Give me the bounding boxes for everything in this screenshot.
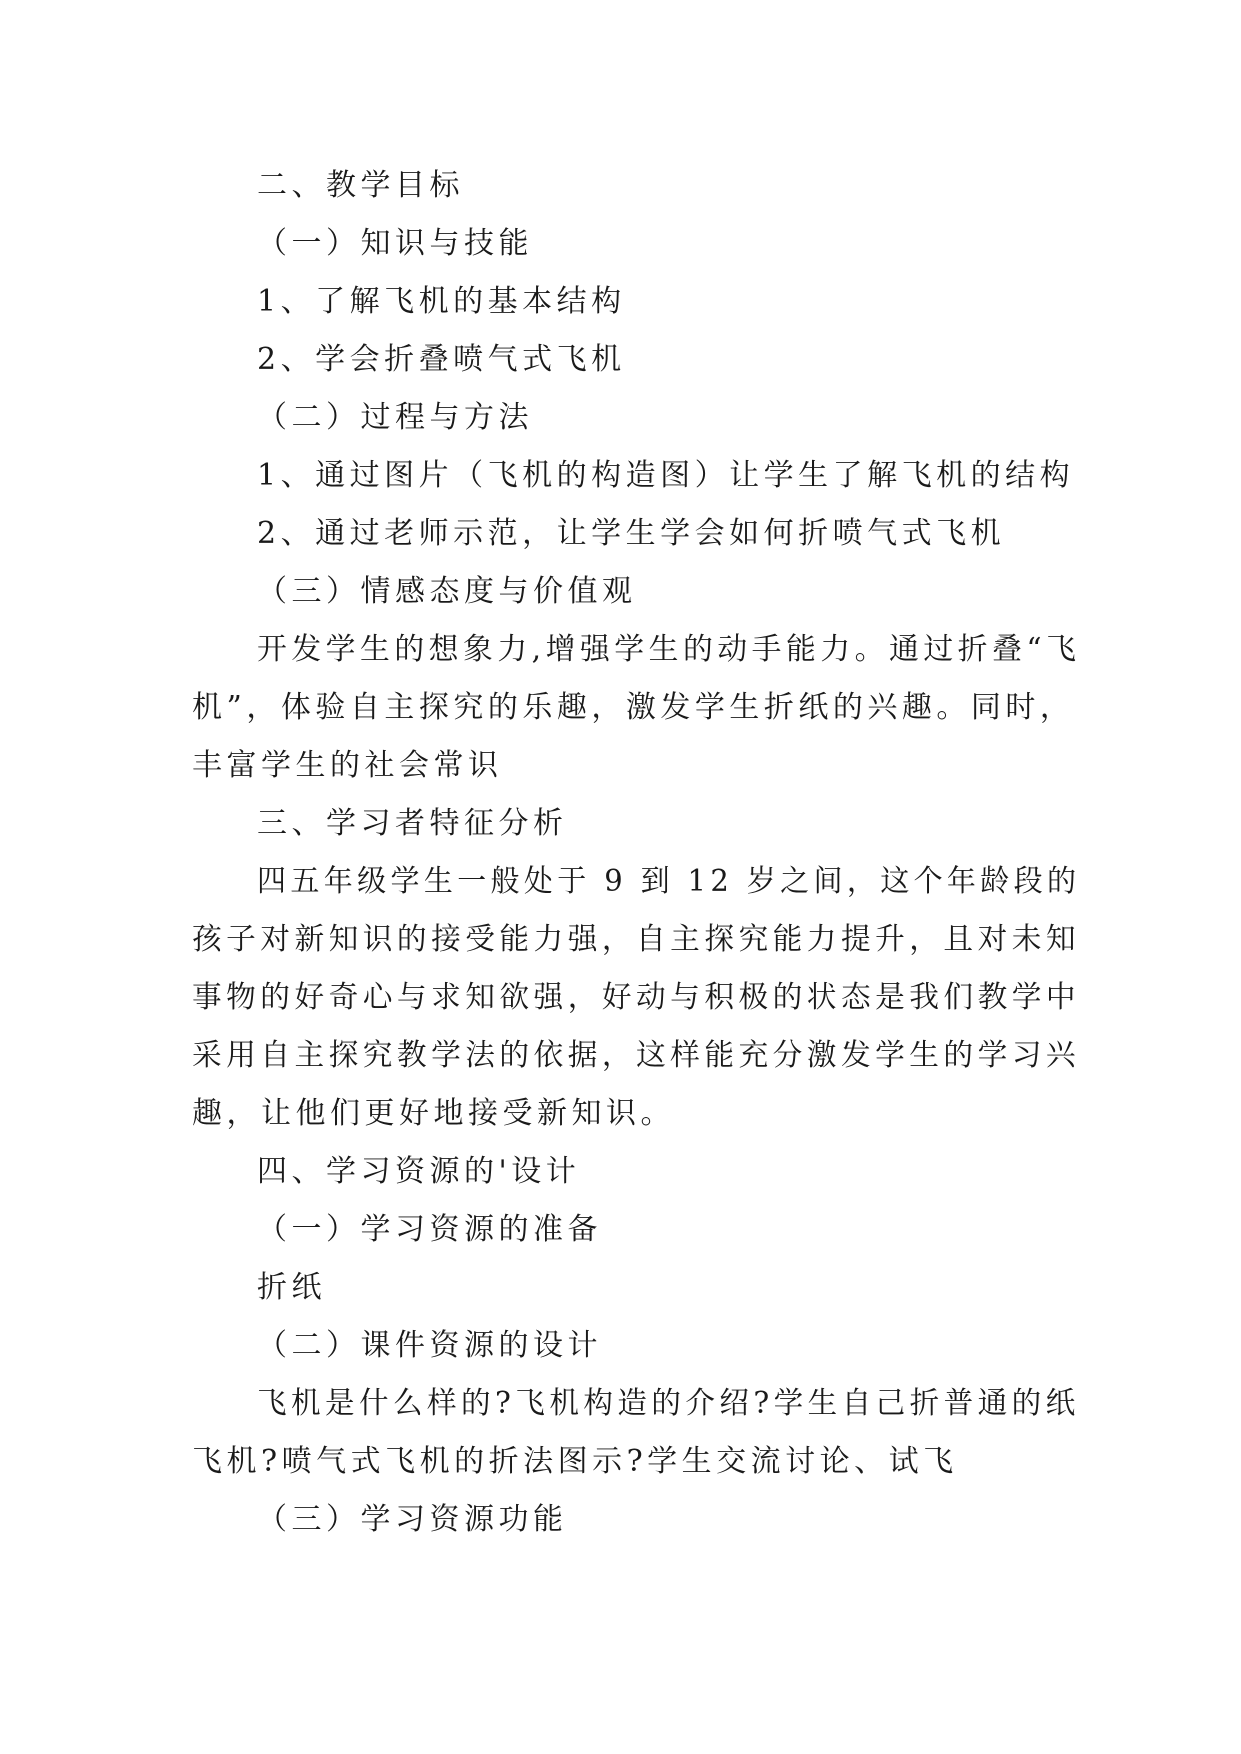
paragraph-line: 采用自主探究教学法的依据，这样能充分激发学生的学习兴 (192, 1038, 1081, 1073)
section-heading: 三、学习者特征分析 (257, 806, 568, 841)
section-heading: 四、学习资源的'设计 (257, 1154, 581, 1189)
list-item: 2、通过老师示范，让学生学会如何折喷气式飞机 (257, 516, 1006, 551)
subsection-heading: （三）学习资源功能 (257, 1502, 568, 1537)
subsection-heading: （一）学习资源的准备 (257, 1212, 602, 1247)
paragraph-line: 折纸 (257, 1270, 326, 1305)
paragraph-line: 趣，让他们更好地接受新知识。 (192, 1096, 675, 1131)
paragraph-line: 四五年级学生一般处于 9 到 12 岁之间，这个年龄段的 (257, 864, 1081, 899)
section-heading: 二、教学目标 (257, 168, 464, 203)
paragraph-line: 孩子对新知识的接受能力强，自主探究能力提升，且对未知 (192, 922, 1081, 957)
paragraph-line: 飞机?喷气式飞机的折法图示?学生交流讨论、试飞 (192, 1444, 958, 1479)
list-item: 1、了解飞机的基本结构 (257, 284, 626, 319)
paragraph-line: 开发学生的想象力,增强学生的动手能力。通过折叠“飞 (257, 632, 1081, 667)
subsection-heading: （一）知识与技能 (257, 226, 533, 261)
subsection-heading: （三）情感态度与价值观 (257, 574, 637, 609)
paragraph-line: 机”，体验自主探究的乐趣，激发学生折纸的兴趣。同时， (192, 690, 1075, 725)
list-item: 1、通过图片（飞机的构造图）让学生了解飞机的结构 (257, 458, 1075, 493)
subsection-heading: （二）过程与方法 (257, 400, 533, 435)
paragraph-line: 事物的好奇心与求知欲强，好动与积极的状态是我们教学中 (192, 980, 1081, 1015)
subsection-heading: （二）课件资源的设计 (257, 1328, 602, 1363)
paragraph-line: 丰富学生的社会常识 (192, 748, 503, 783)
list-item: 2、学会折叠喷气式飞机 (257, 342, 626, 377)
paragraph-line: 飞机是什么样的?飞机构造的介绍?学生自己折普通的纸 (257, 1386, 1080, 1421)
